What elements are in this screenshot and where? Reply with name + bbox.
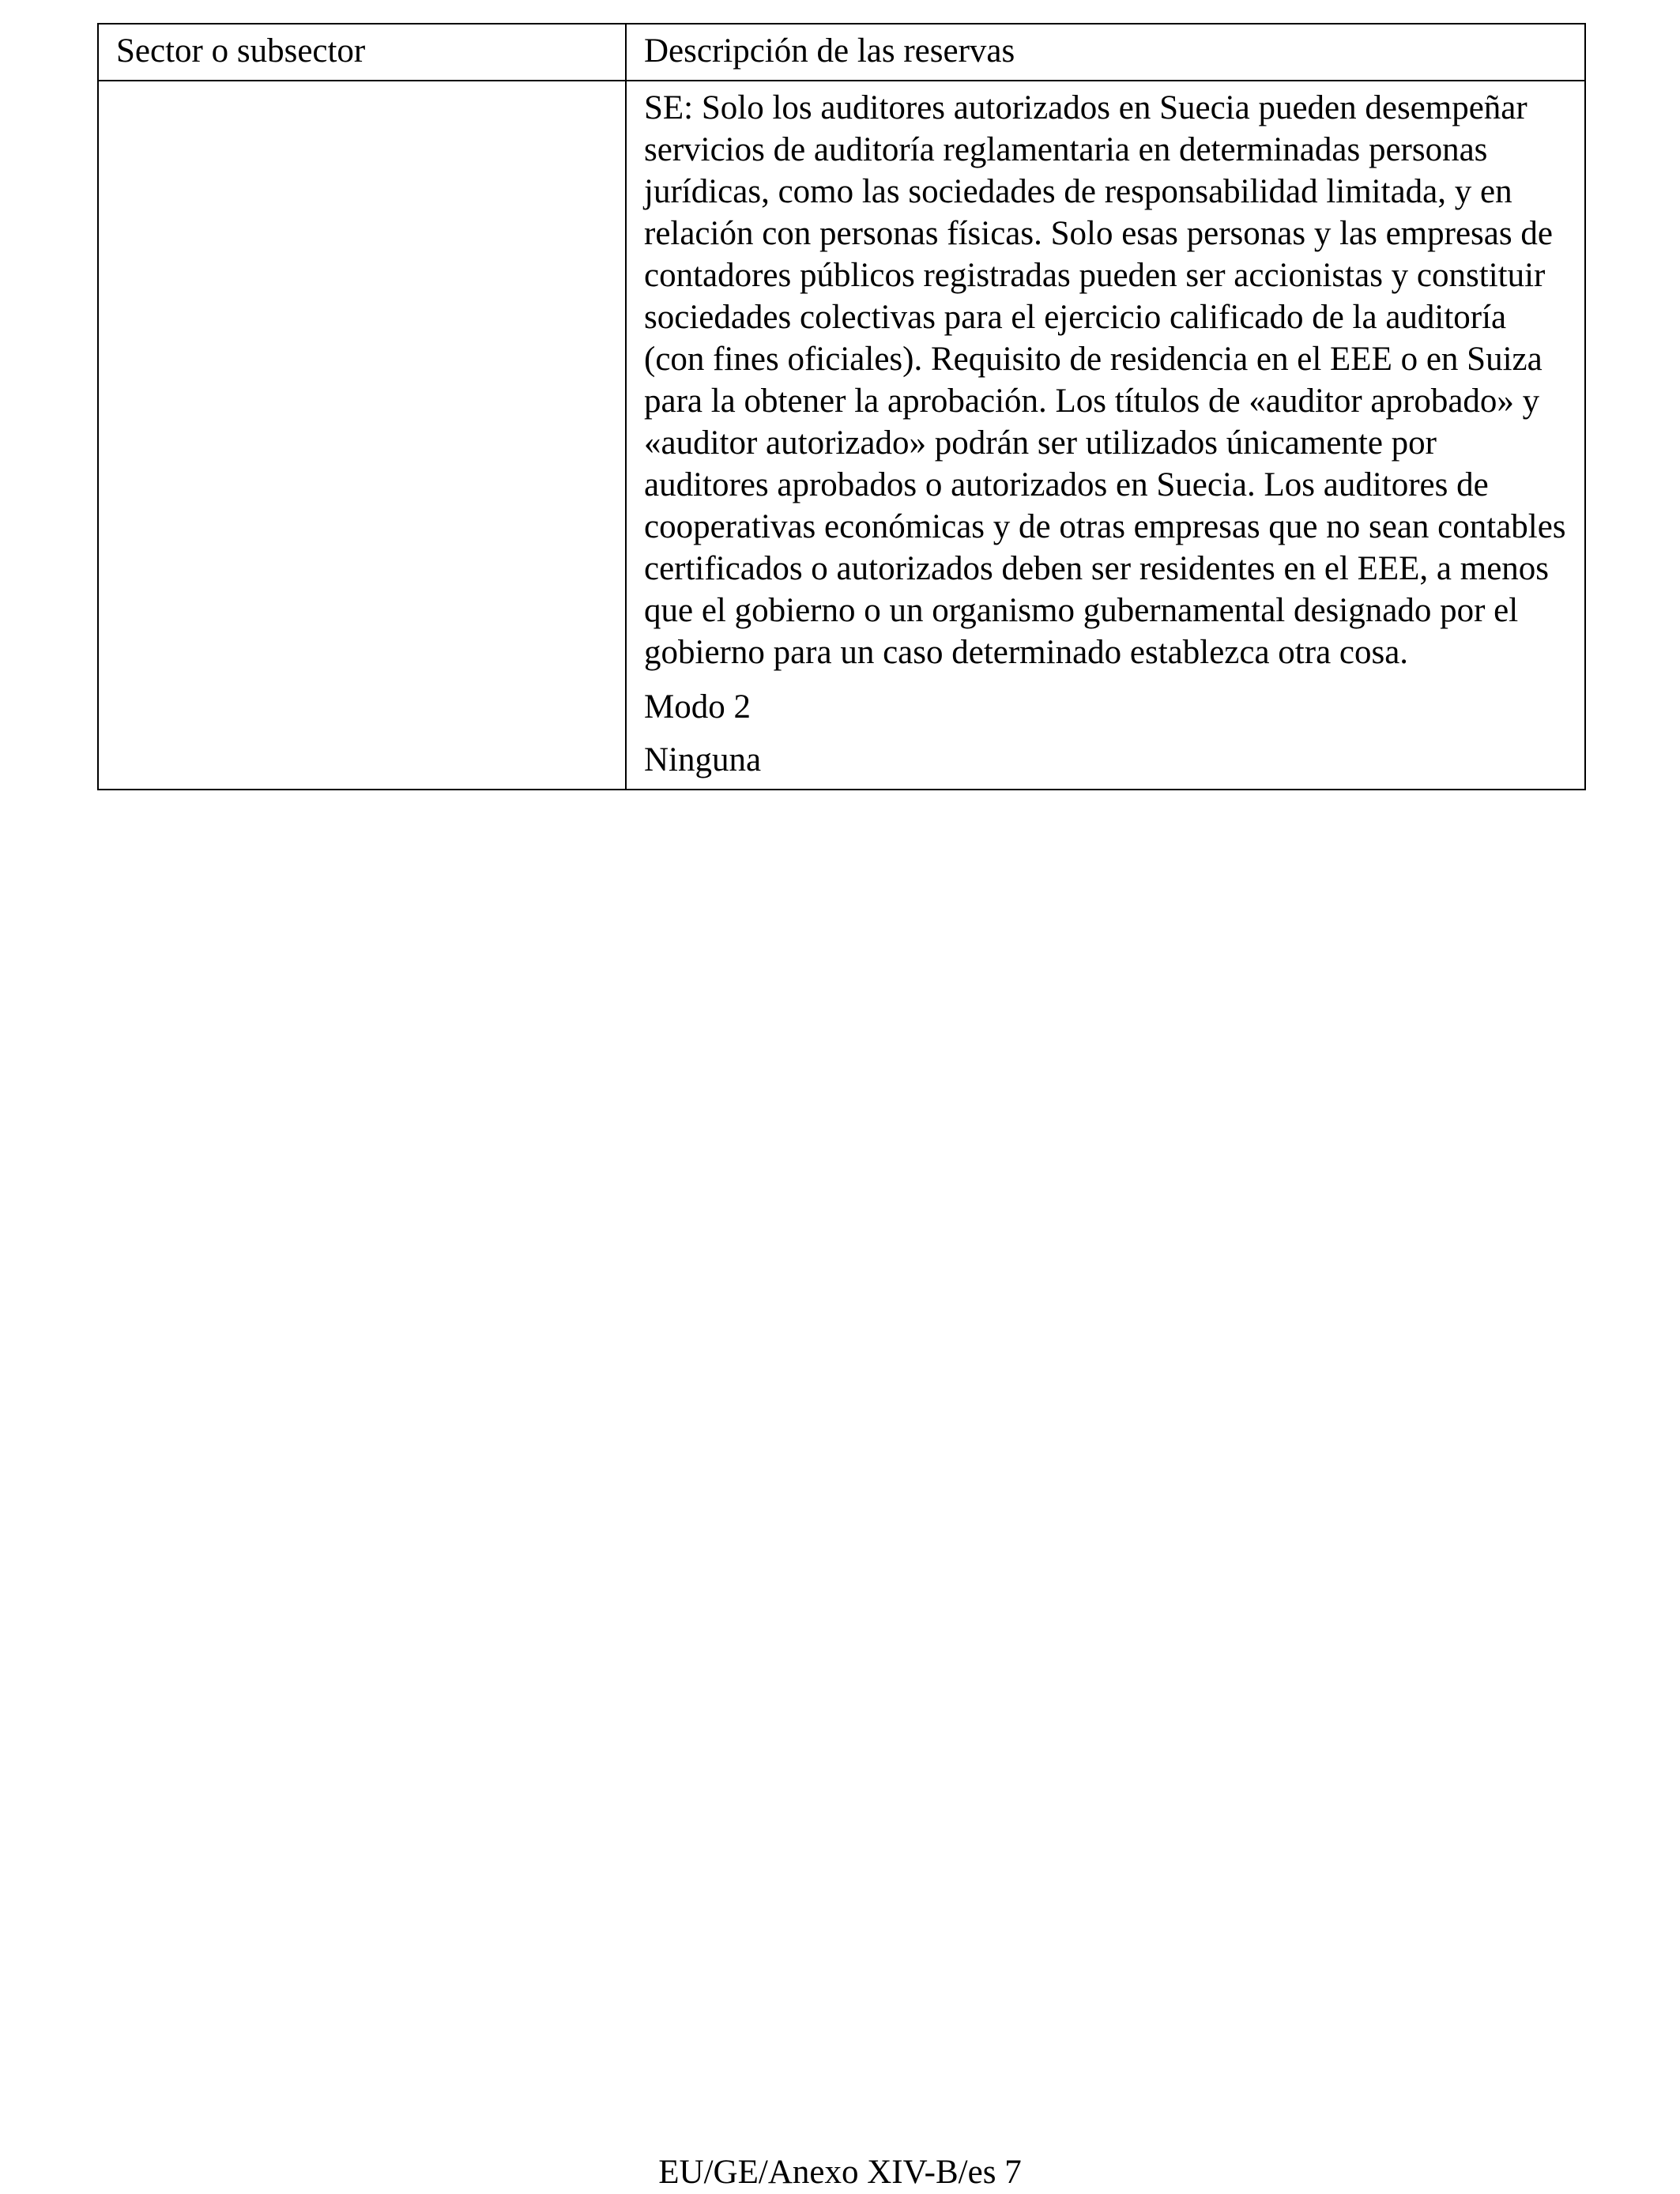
mode-value: Ninguna	[644, 741, 762, 778]
description-cell	[626, 81, 1585, 790]
reservations-table	[97, 23, 1586, 790]
table-header-row	[98, 24, 1585, 81]
header-description: Descripción de las reservas	[626, 24, 1585, 81]
table-row	[98, 81, 1585, 790]
mode-heading: Modo 2	[644, 688, 751, 726]
reservation-paragraph: SE: Solo los auditores autorizados en Suecia pueden desempeñar servicios de auditoría reglamentaria en determinadas personas jurídicas, como las sociedades de responsabilidad limitada, y en relación con personas físicas. Solo esas personas y las empresas de contadores públicos registradas pueden ser accionistas y constituir sociedades colectivas para el ejercicio calificado de la auditoría (con fines oficiales). Requisito de residencia en el EEE o en Suiza para la obtener la aprobación. Los títulos de «auditor aprobado» y «auditor autorizado» podrán ser utilizados únicamente por auditores aprobados o autorizados en Suecia. Los auditores de cooperativas económicas y de otras empresas que no sean contables certificados o autorizados deben ser residentes en el EEE, a menos que el gobierno o un organismo gubernamental designado por el gobierno para un caso determinado establezca otra cosa.	[644, 89, 1566, 671]
header-sector: Sector o subsector	[98, 24, 626, 81]
page-footer: EU/GE/Anexo XIV-B/es 7	[658, 2154, 1022, 2191]
sector-cell	[98, 81, 626, 790]
